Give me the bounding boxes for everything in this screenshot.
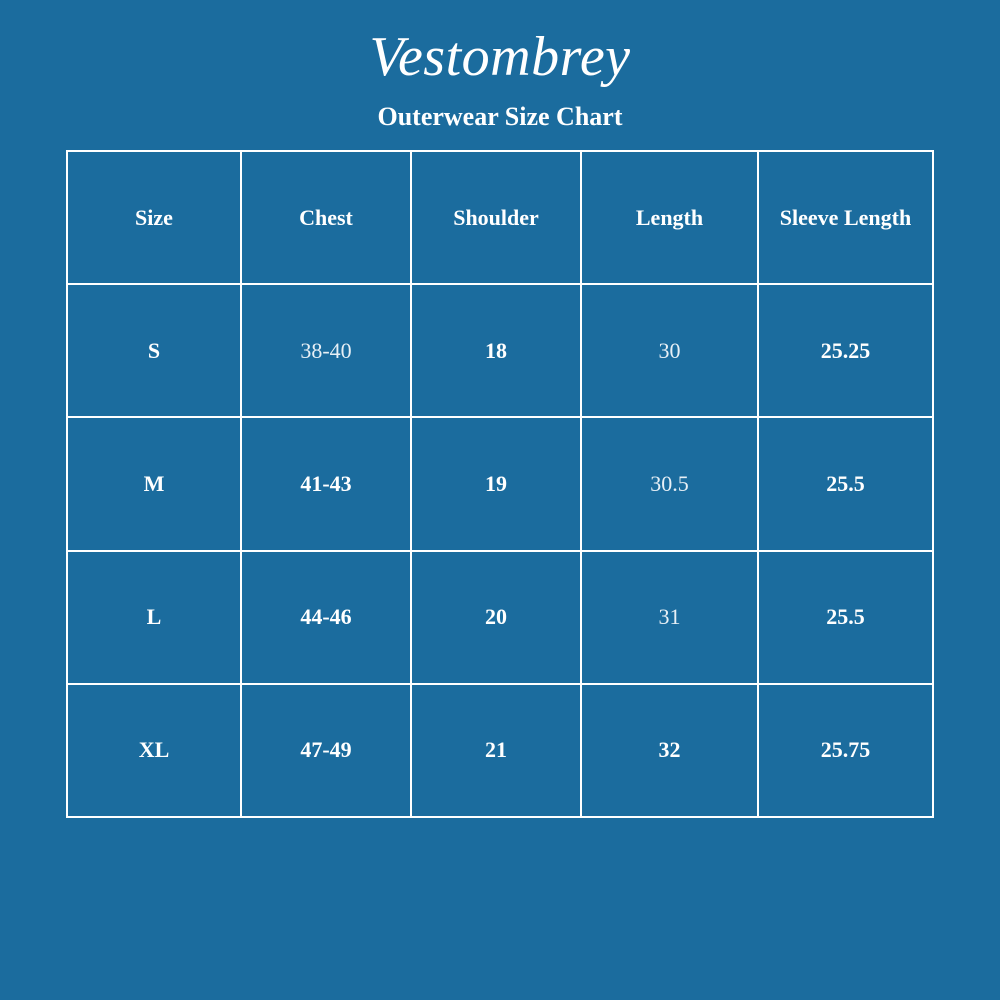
cell-length: 30.5 (581, 417, 758, 550)
header-shoulder: Shoulder (411, 151, 581, 284)
cell-chest: 44-46 (241, 551, 411, 684)
size-chart-table (66, 150, 934, 818)
cell-shoulder: 18 (411, 284, 581, 417)
cell-shoulder: 20 (411, 551, 581, 684)
cell-sleeve-length: 25.5 (758, 551, 933, 684)
table-row (67, 284, 933, 417)
header-sleeve-length: Sleeve Length (758, 151, 933, 284)
cell-length: 31 (581, 551, 758, 684)
cell-chest: 41-43 (241, 417, 411, 550)
cell-sleeve-length: 25.25 (758, 284, 933, 417)
page-title: Outerwear Size Chart (377, 102, 623, 131)
brand-logo: Vestombrey (369, 26, 631, 88)
cell-length: 30 (581, 284, 758, 417)
cell-sleeve-length: 25.5 (758, 417, 933, 550)
header-chest: Chest (241, 151, 411, 284)
header-size: Size (67, 151, 241, 284)
cell-chest: 38-40 (241, 284, 411, 417)
cell-size: M (67, 417, 241, 550)
cell-length: 32 (581, 684, 758, 817)
cell-shoulder: 21 (411, 684, 581, 817)
table-row (67, 417, 933, 550)
cell-size: XL (67, 684, 241, 817)
cell-shoulder: 19 (411, 417, 581, 550)
cell-chest: 47-49 (241, 684, 411, 817)
cell-size: S (67, 284, 241, 417)
header-length: Length (581, 151, 758, 284)
cell-size: L (67, 551, 241, 684)
table-row (67, 551, 933, 684)
table-row (67, 684, 933, 817)
table-header-row (67, 151, 933, 284)
cell-sleeve-length: 25.75 (758, 684, 933, 817)
